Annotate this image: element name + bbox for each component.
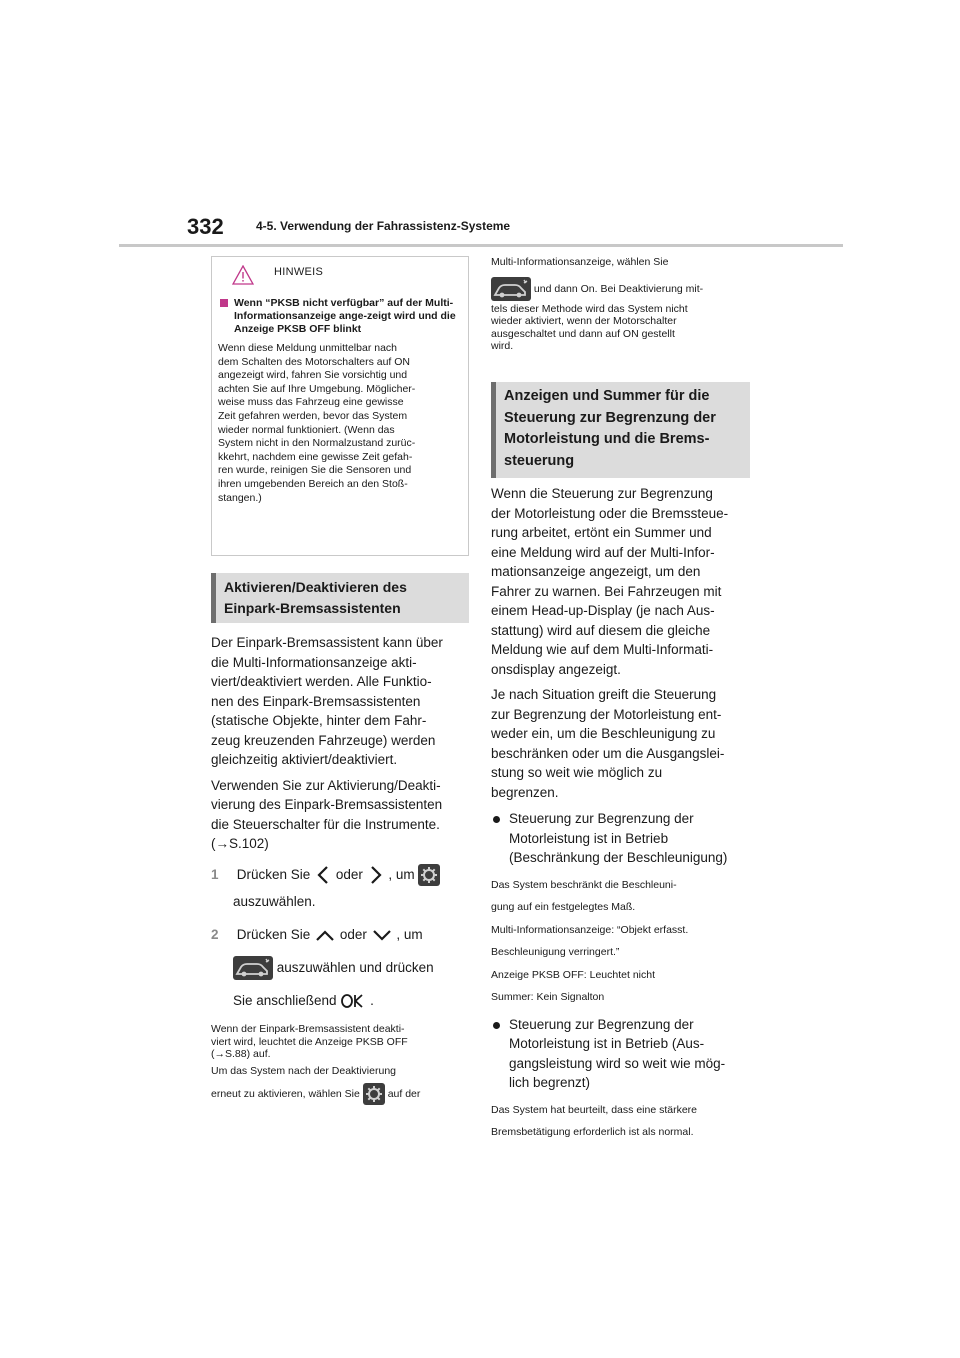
notice-title xyxy=(218,297,462,336)
text-line: (Beschränkung der Beschleunigung) xyxy=(509,850,728,865)
chevron-down-icon xyxy=(371,927,393,943)
settings-gear-icon xyxy=(363,1083,385,1105)
paragraph xyxy=(211,633,473,770)
text-line: zur Begrenzung der Motorleistung ent- xyxy=(491,706,722,722)
text-line: viert wird, leuchtet die Anzeige PKSB OFF xyxy=(211,1035,408,1048)
step-text: oder xyxy=(339,927,367,942)
notice-line: weise muss das Fahrzeug eine gewisse xyxy=(218,396,404,409)
text-line: Steuerung zur Begrenzung der xyxy=(509,811,694,826)
notice-body xyxy=(218,342,462,505)
step-text: , um xyxy=(396,927,423,942)
notice-line: achten Sie auf Ihre Umgebung. Möglicher- xyxy=(218,382,416,395)
paragraph xyxy=(491,484,757,679)
text-line: Der Einpark-Bremsassistent kann über xyxy=(211,635,443,650)
ok-button-icon xyxy=(340,993,366,1009)
text-line: Beschleunigung verringert.” xyxy=(491,946,620,958)
text-line: Steuerung zur Begrenzung der xyxy=(509,1016,694,1032)
header-divider xyxy=(119,244,843,247)
heading-line: Steuerung zur Begrenzung der xyxy=(504,409,716,426)
notice-line: ren wurde, reinigen Sie die Sensoren und xyxy=(218,464,412,477)
chevron-left-icon xyxy=(314,864,332,886)
step-number: 2 xyxy=(211,927,219,942)
notice-box xyxy=(211,256,469,556)
text-line: die Steuerschalter für die Instrumente. xyxy=(211,816,440,832)
page-number: 332 xyxy=(187,214,224,239)
page-reference: (→S.88) auf. xyxy=(211,1048,271,1060)
text-line: Anzeige PKSB OFF: Leuchtet nicht xyxy=(491,968,656,981)
text-line: Wenn die Steuerung zur Begrenzung xyxy=(491,486,713,501)
step-text: Drücken Sie xyxy=(236,866,311,882)
text-line: erneut zu aktivieren, wählen Sie xyxy=(211,1088,360,1100)
paragraph xyxy=(491,685,757,802)
text-line: auf der xyxy=(387,1088,421,1100)
chevron-right-icon xyxy=(367,864,385,886)
text-line: tels dieser Methode wird das System nicht xyxy=(491,302,688,315)
bullet-details xyxy=(491,874,757,1009)
parking-brake-car-icon xyxy=(491,277,531,301)
notice-line: stangen.) xyxy=(218,491,262,504)
step-2-line3 xyxy=(211,989,473,1013)
heading-line: Motorleistung und die Brems- xyxy=(504,431,710,447)
notice-line: Zeit gefahren werden, bevor das System xyxy=(218,409,408,422)
note-line-with-icon xyxy=(211,1082,473,1106)
text-line: onsdisplay angezeigt. xyxy=(491,661,621,677)
heading-line: steuerung xyxy=(504,452,575,469)
text-line: Summer: Kein Signalton xyxy=(491,991,605,1003)
text-line: begrenzen. xyxy=(491,784,559,800)
text-line: Das System hat beurteilt, dass eine stärkere xyxy=(491,1103,698,1116)
notice-line: wieder normal funktioniert. (Wenn das xyxy=(218,423,395,436)
text-line: Motorleistung ist in Betrieb (Aus- xyxy=(509,1036,705,1051)
right-column-top xyxy=(491,256,753,353)
step-text: auszuwählen. xyxy=(233,893,316,909)
section-heading-activate xyxy=(211,573,469,623)
step-text: Sie anschließend xyxy=(233,993,337,1008)
section-heading-indicators xyxy=(491,382,750,478)
heading-line: Aktivieren/Deaktivieren des xyxy=(224,579,407,595)
bullet-item xyxy=(491,809,757,868)
text-line: nen des Einpark-Bremsassistenten xyxy=(211,693,421,709)
text-line: Das System beschränkt die Beschleuni- xyxy=(491,878,677,891)
parking-brake-car-icon xyxy=(233,956,273,980)
bullet-details xyxy=(491,1099,757,1144)
bullet-item xyxy=(491,1015,757,1093)
text-line: gung auf ein festgelegtes Maß. xyxy=(491,901,636,913)
text-line: viert/deaktiviert werden. Alle Funktio- xyxy=(211,674,432,689)
notice-line: dem Schalten des Motorschalters auf ON xyxy=(218,355,411,368)
notice-line: Wenn diese Meldung unmittelbar nach xyxy=(218,342,397,354)
section-title: 4-5. Verwendung der Fahrassistenz-Systeme xyxy=(256,219,511,233)
note xyxy=(211,1023,473,1061)
step-number: 1 xyxy=(211,866,219,882)
step-text: oder xyxy=(335,866,363,882)
chevron-up-icon xyxy=(314,927,336,943)
notice-line: kkehrt, nachdem eine gewisse Zeit gefah- xyxy=(218,450,413,463)
text-line: Multi-Informationsanzeige, wählen Sie xyxy=(491,256,669,268)
step-text: , um xyxy=(388,866,415,882)
notice-label: HINWEIS xyxy=(274,266,324,278)
text-line: beschränken oder um die Ausgangslei- xyxy=(491,745,725,761)
page-reference: (→S.102) xyxy=(211,836,269,851)
heading-line: Einpark-Bremsassistenten xyxy=(224,600,401,616)
text-line: zeug kreuzenden Fahrzeuge) werden xyxy=(211,732,436,748)
text-line: Verwenden Sie zur Aktivierung/Deakti- xyxy=(211,777,441,793)
text-line: Je nach Situation greift die Steuerung xyxy=(491,687,717,702)
text-line: stung so weit wie möglich zu xyxy=(491,765,663,780)
text-line: mationsanzeige angezeigt, um den xyxy=(491,564,701,579)
text-line: Um das System nach der Deaktivierung xyxy=(211,1064,396,1077)
text-line: und dann On. Bei Deaktivierung mit- xyxy=(533,282,704,295)
text-line: Fahrer zu warnen. Bei Fahrzeugen mit xyxy=(491,583,722,599)
text-line: einem Head-up-Display (je nach Aus- xyxy=(491,603,715,618)
text-line: eine Meldung wird auf der Multi-Infor- xyxy=(491,544,715,560)
step-1 xyxy=(211,862,473,888)
text-line: der Motorleistung oder die Bremssteue- xyxy=(491,505,729,521)
text-line: wird. xyxy=(491,340,514,352)
step-2 xyxy=(211,923,473,947)
notice-line: ihren umgebenden Bereich an den Stoß- xyxy=(218,477,408,490)
text-line-with-icon xyxy=(491,277,753,301)
notice-title-text: Wenn “PKSB nicht verfügbar” auf der Multi-Informationsanzeige ange-zeigt wird und die Anzeige PKSB OFF blinkt xyxy=(234,297,456,335)
step-text: Drücken Sie xyxy=(236,927,311,942)
settings-gear-icon xyxy=(418,864,440,886)
text-line: Bremsbetätigung erforderlich ist als normal. xyxy=(491,1126,694,1138)
text-line: stattung) wird auf diesem die gleiche xyxy=(491,622,711,638)
step-text: auszuwählen und drücken xyxy=(276,960,434,975)
text-line: Motorleistung ist in Betrieb xyxy=(509,830,669,846)
text-line: Multi-Informationsanzeige: “Objekt erfasst. xyxy=(491,923,689,936)
notice-line: System nicht in den Normalzustand zurüc- xyxy=(218,437,416,450)
text-line: lich begrenzt) xyxy=(509,1075,591,1090)
section1-body xyxy=(211,633,473,1106)
paragraph xyxy=(491,303,753,353)
notice-line: angezeigt wird, fahren Sie vorsichtig und xyxy=(218,369,408,382)
step-text: . xyxy=(370,993,374,1008)
step-2-line2 xyxy=(211,955,473,981)
paragraph xyxy=(211,776,473,854)
text-line: rung arbeitet, ertönt ein Summer und xyxy=(491,525,712,540)
text-line: vierung des Einpark-Bremsassistenten xyxy=(211,797,443,812)
text-line: weder ein, um die Beschleunigung zu xyxy=(491,726,716,741)
text-line: die Multi-Informationsanzeige akti- xyxy=(211,654,417,670)
text-line: gangsleistung wird so weit wie mög- xyxy=(509,1055,726,1071)
section2-body xyxy=(491,484,757,1144)
text-line: Wenn der Einpark-Bremsassistent deakti- xyxy=(211,1023,405,1035)
text-line: ausgeschaltet und dann auf ON gestellt xyxy=(491,327,675,340)
heading-line: Anzeigen und Summer für die xyxy=(504,388,710,404)
text-line: Meldung wie auf dem Multi-Informati- xyxy=(491,642,714,657)
text-line: wieder aktiviert, wenn der Motorschalter xyxy=(491,315,677,327)
text-line: (statische Objekte, hinter dem Fahr- xyxy=(211,713,427,728)
text-line: gleichzeitig aktiviert/deaktiviert. xyxy=(211,752,398,767)
square-bullet-icon xyxy=(220,299,228,307)
warning-icon xyxy=(232,265,254,285)
